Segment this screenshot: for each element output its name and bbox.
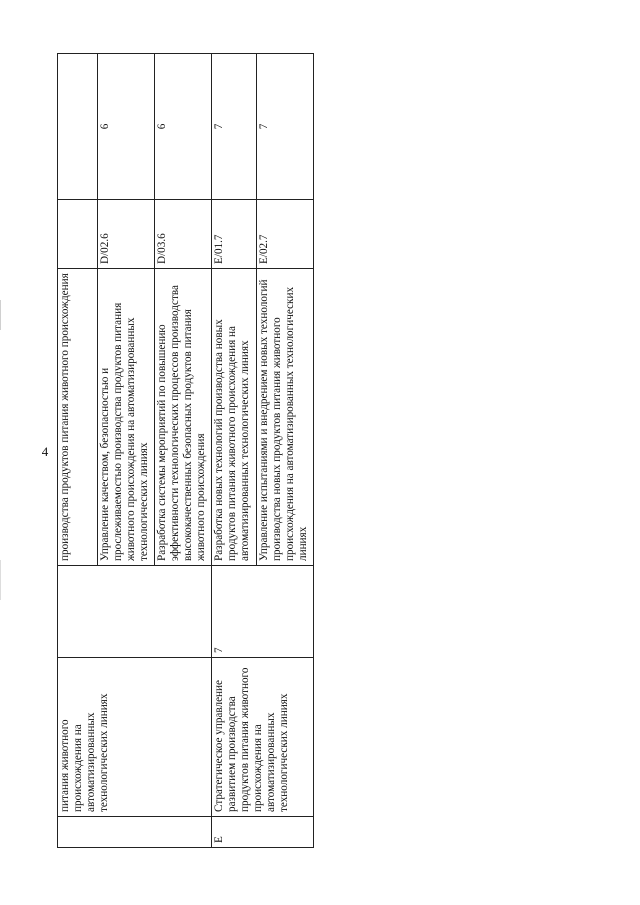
labor-function-level: 7	[257, 54, 314, 200]
generalized-function-name: питания животного происхождения на автоматизированных технологических линиях	[58, 658, 212, 817]
labor-function-name: Разработка новых технологий производства новых продуктов питания животного происхождения на автоматизированных технологических линиях	[212, 269, 257, 566]
labor-function-code: D/02.6	[98, 200, 155, 269]
labor-function-level: 6	[98, 54, 155, 200]
labor-function-name: Разработка системы мероприятий по повышению эффективности технологических процессов производства высококачественных безопасных продуктов питания животного происхождения	[155, 269, 212, 566]
generalized-function-code	[58, 817, 212, 848]
page-number: 4	[41, 444, 49, 459]
labor-function-level: 6	[155, 54, 212, 200]
generalized-function-name: Стратегическое управление развитием производства продуктов питания животного происхождения на автоматизированных технологических линиях	[212, 658, 314, 817]
labor-function-level	[58, 54, 98, 200]
labor-function-code: D/03.6	[155, 200, 212, 269]
labor-function-code	[58, 200, 98, 269]
labor-function-code: E/02.7	[257, 200, 314, 269]
functions-table	[57, 53, 314, 848]
scan-artifact	[0, 300, 1, 330]
scan-artifact	[0, 560, 1, 600]
labor-function-name: Управление испытаниями и внедрением новых технологий производства новых продуктов питания животного происхождения на автоматизированных технологических линиях	[257, 269, 314, 566]
table-row	[212, 54, 257, 848]
labor-function-code: E/01.7	[212, 200, 257, 269]
labor-function-name: производства продуктов питания животного происхождения	[58, 269, 98, 566]
qualification-level	[58, 566, 212, 658]
qualification-level: 7	[212, 566, 314, 658]
labor-function-name: Управление качеством, безопасностью и прослеживаемостью производства продуктов питания животного происхождения на автоматизированных технологических линиях	[98, 269, 155, 566]
table-row	[58, 54, 98, 848]
rotated-table-container	[57, 53, 313, 848]
labor-function-level: 7	[212, 54, 257, 200]
generalized-function-code: E	[212, 817, 314, 848]
